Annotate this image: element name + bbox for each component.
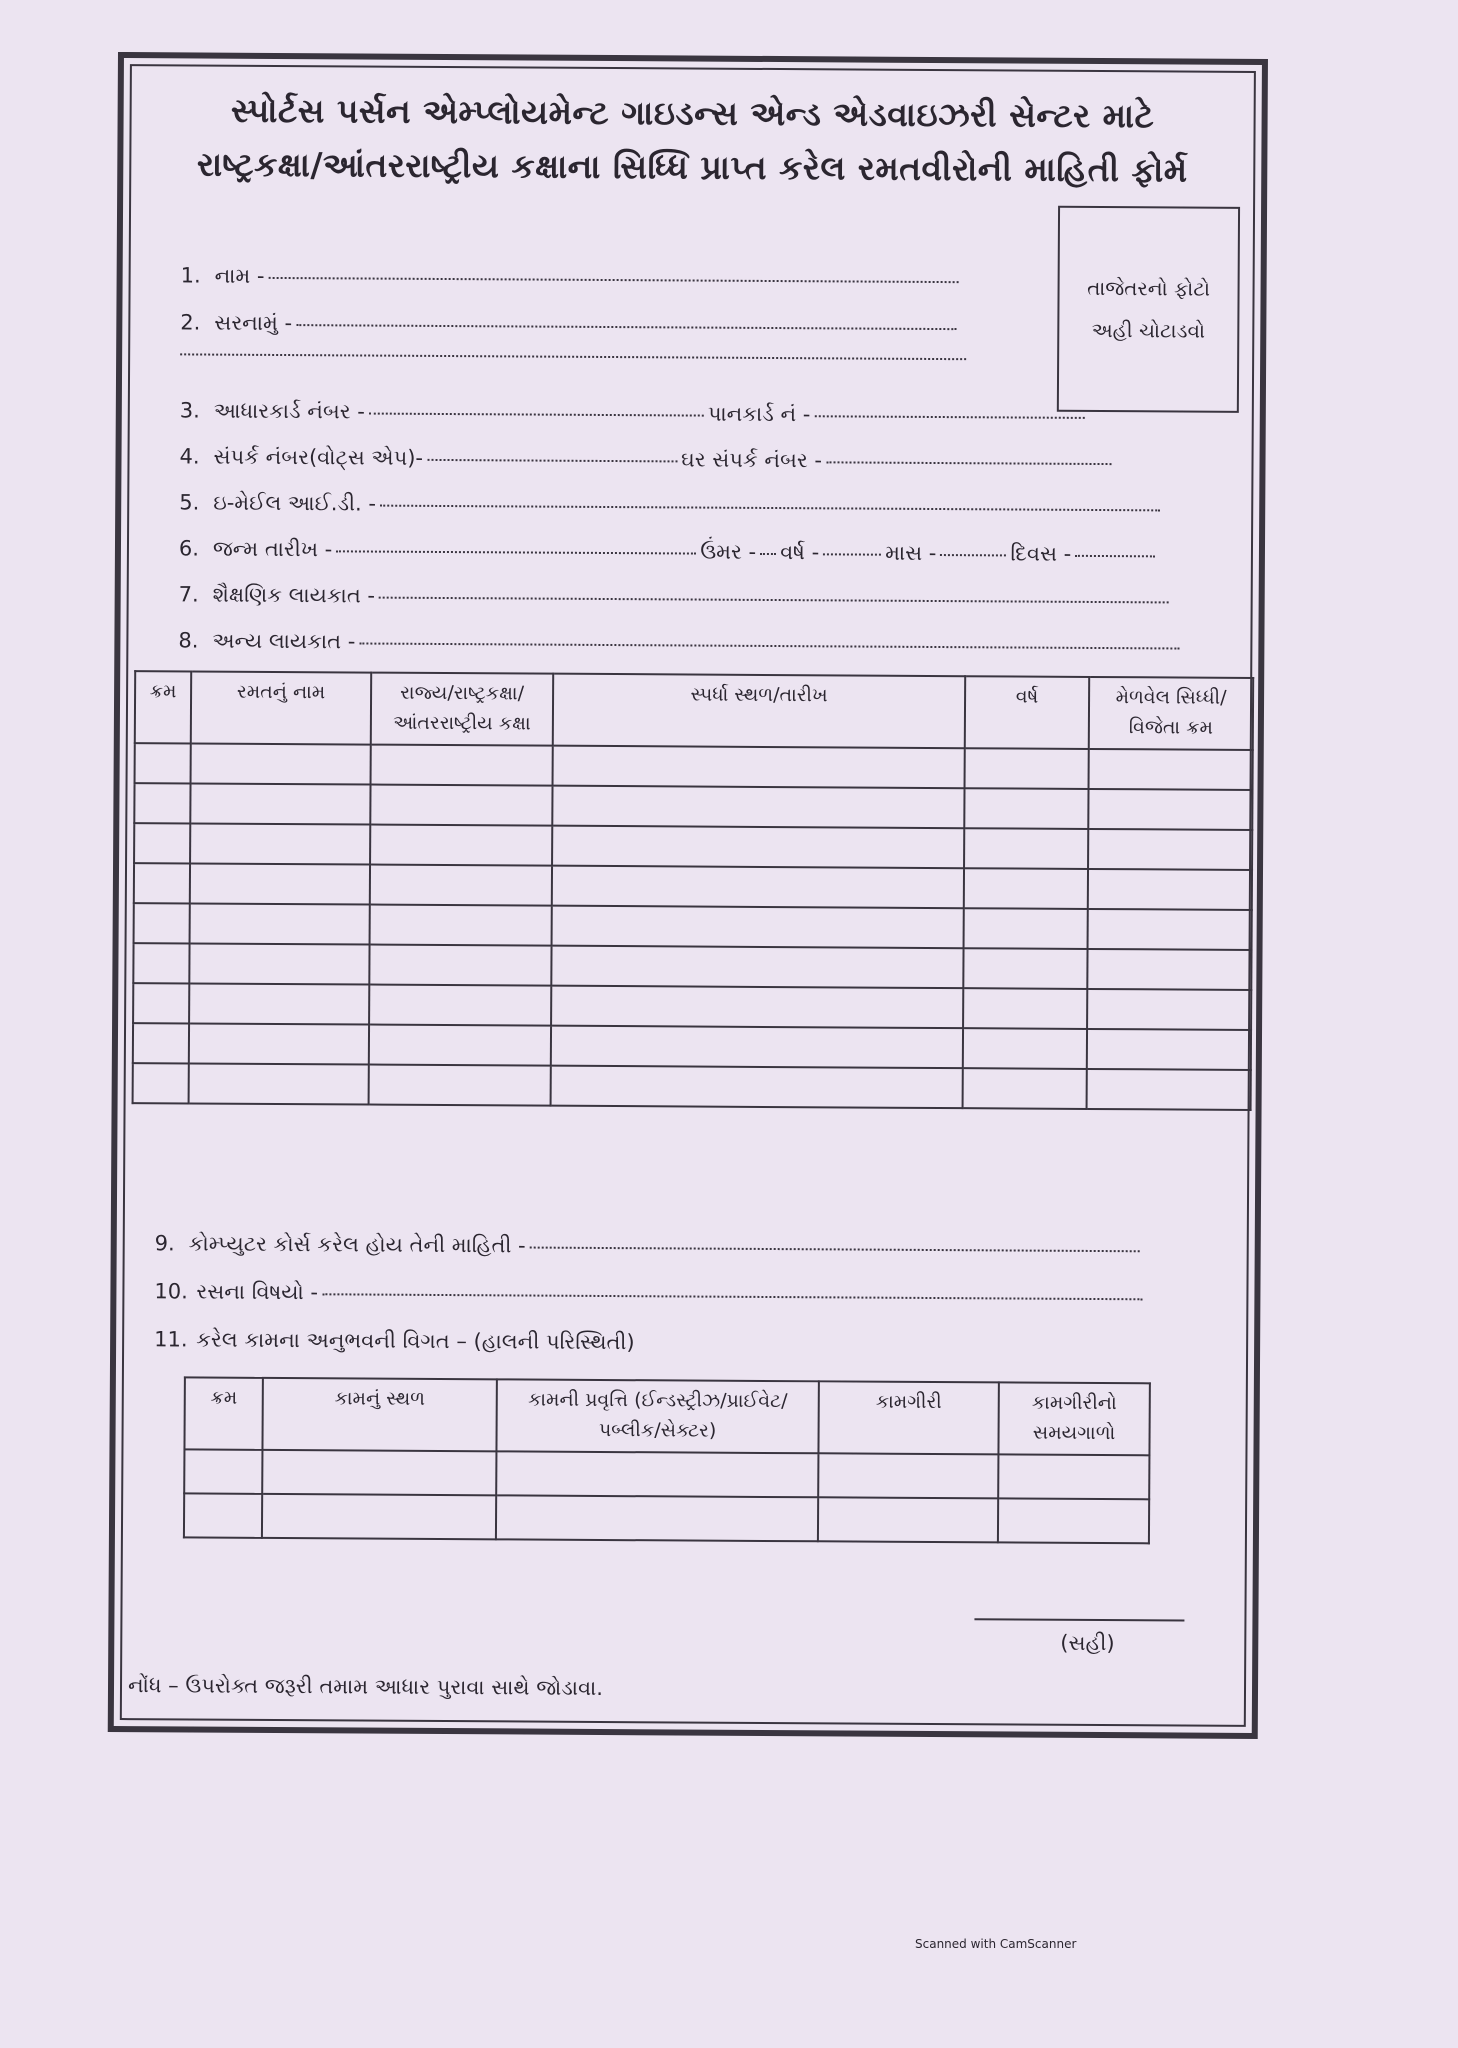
table-cell[interactable]: [1088, 909, 1252, 950]
field-interests: [154, 1279, 1146, 1310]
table-cell[interactable]: [963, 948, 1087, 989]
field-year-input[interactable]: [823, 552, 881, 555]
field-address-line2: [180, 356, 970, 364]
field-computer-course: [155, 1231, 1144, 1262]
table-cell[interactable]: [184, 1449, 262, 1493]
field-number: 4.: [179, 444, 200, 469]
table-cell[interactable]: [191, 743, 371, 784]
field-number: 11.: [154, 1327, 188, 1352]
table-cell[interactable]: [369, 985, 551, 1026]
field-computer-course-input[interactable]: [530, 1246, 1140, 1253]
table-cell[interactable]: [134, 903, 190, 943]
field-number: 8.: [178, 628, 199, 653]
table-cell[interactable]: [551, 986, 963, 1029]
col-header: સ્પર્ધા સ્થળ/તારીખ: [553, 674, 965, 749]
field-education-input[interactable]: [379, 596, 1169, 604]
field-education: [179, 582, 1174, 613]
field-email: [179, 490, 1164, 521]
col-header: મેળવેલ સિધ્ધી/ વિજેતા ક્રમ: [1089, 677, 1253, 750]
table-row: [134, 903, 1252, 950]
field-number: 1.: [180, 263, 201, 288]
field-pan-input[interactable]: [814, 414, 1084, 419]
signature-line[interactable]: [974, 1618, 1184, 1621]
field-computer-course-label: કોમ્પ્યુટર કોર્સ કરેલ હોય તેની માહિતી -: [188, 1231, 526, 1258]
field-month-input[interactable]: [940, 553, 1006, 556]
field-address-input-2[interactable]: [180, 352, 966, 360]
field-whatsapp-label: સંપર્ક નંબર(વોટ્સ એપ)-: [213, 444, 424, 470]
table-cell[interactable]: [963, 1068, 1087, 1109]
table-cell[interactable]: [1087, 949, 1251, 990]
table-cell[interactable]: [1087, 989, 1251, 1030]
table-cell[interactable]: [963, 1028, 1087, 1069]
table-cell[interactable]: [964, 868, 1088, 909]
table-cell[interactable]: [262, 1494, 496, 1539]
col-header: કામગીરીનો સમયગાળો: [998, 1382, 1149, 1455]
field-age-label: ઉંમર -: [700, 539, 757, 564]
field-name: [181, 263, 963, 293]
table-cell[interactable]: [184, 1493, 262, 1537]
form-frame: [108, 52, 1268, 1739]
table-cell[interactable]: [818, 1453, 998, 1498]
table-cell[interactable]: [1087, 1029, 1251, 1070]
field-dob-label: જન્મ તારીખ -: [212, 536, 333, 562]
photo-box-line2: અહી ચોટાડવો: [1091, 317, 1206, 343]
table-cell[interactable]: [552, 786, 964, 829]
field-number: 7.: [178, 582, 199, 607]
table-cell[interactable]: [964, 788, 1088, 829]
form-title-line1: સ્પોર્ટસ પર્સન એમ્પ્લોયમેન્ટ ગાઇડન્સ એન્ડ એડવાઇઝરી સેન્ટર માટે: [230, 90, 1155, 136]
footer-note: નોંધ – ઉપરોક્ત જરૂરી તમામ આધાર પુરાવા સાથે જોડાવા.: [127, 1673, 604, 1700]
field-number: 9.: [154, 1231, 175, 1256]
field-aadhaar-input[interactable]: [369, 412, 704, 417]
table-cell[interactable]: [262, 1450, 496, 1495]
form-title-line2: રાષ્ટ્રકક્ષા/આંતરરાષ્ટ્રીય કક્ષાના સિધ્ધિ પ્રાપ્ત કરેલ રમતવીરોની માહિતી ફોર્મ: [196, 144, 1188, 190]
signature-label: (સહી): [1060, 1630, 1115, 1656]
photo-box-line1: તાજેતરનો ફોટો: [1087, 275, 1211, 301]
field-number: 2.: [180, 310, 201, 335]
field-aadhaar: [180, 398, 1089, 429]
field-age-input[interactable]: [760, 552, 776, 555]
col-header: રમતનું નામ: [191, 671, 371, 744]
table-cell[interactable]: [190, 823, 370, 864]
table-row: [184, 1449, 1149, 1499]
col-header: કામની પ્રવૃત્તિ (ઈન્ડસ્ટ્રીઝ/પ્રાઈવેટ/પબ્લીક/સેક્ટર): [496, 1379, 818, 1453]
table-cell[interactable]: [369, 1065, 551, 1106]
table-cell[interactable]: [964, 908, 1088, 949]
field-other-qualification-input[interactable]: [359, 641, 1179, 649]
table-cell[interactable]: [370, 825, 552, 866]
table-cell[interactable]: [551, 1026, 963, 1069]
table-cell[interactable]: [189, 1023, 369, 1064]
field-home-phone-label: ઘર સંપર્ક નંબર -: [680, 447, 823, 473]
table-cell[interactable]: [133, 943, 189, 983]
table-cell[interactable]: [1088, 789, 1252, 830]
field-home-phone-input[interactable]: [826, 460, 1111, 465]
field-work-experience: [154, 1327, 635, 1355]
photo-box: [1057, 206, 1240, 413]
field-interests-input[interactable]: [322, 1292, 1142, 1300]
table-cell[interactable]: [552, 906, 964, 949]
col-header: કામગીરી: [818, 1381, 998, 1454]
table-cell[interactable]: [1089, 749, 1253, 790]
col-header: રાજ્ય/રાષ્ટ્રકક્ષા/ આંતરરાષ્ટ્રીય કક્ષા: [371, 673, 553, 746]
field-dob-input[interactable]: [336, 549, 696, 554]
field-contact: [179, 444, 1115, 475]
table-row: [184, 1493, 1149, 1543]
table-row: [134, 863, 1252, 910]
table-cell[interactable]: [370, 865, 552, 906]
field-pan-label: પાનકાર્ડ નં -: [707, 401, 811, 427]
table-cell[interactable]: [369, 945, 551, 986]
field-year-label: વર્ષ -: [780, 540, 820, 565]
table-cell[interactable]: [134, 823, 190, 863]
table-cell[interactable]: [818, 1497, 998, 1542]
col-header: વર્ષ: [965, 676, 1089, 749]
field-month-label: માસ -: [885, 540, 937, 566]
field-number: 10.: [154, 1279, 188, 1304]
table-cell[interactable]: [1087, 1069, 1251, 1110]
col-header: ક્રમ: [184, 1377, 262, 1449]
col-header: ક્રમ: [135, 671, 191, 743]
table-cell[interactable]: [189, 983, 369, 1024]
field-aadhaar-label: આધારકાર્ડ નંબર -: [213, 398, 365, 424]
table-cell[interactable]: [1088, 829, 1252, 870]
field-other-qualification: [178, 628, 1183, 659]
field-name-label: નામ -: [214, 263, 265, 288]
table-cell[interactable]: [133, 1063, 189, 1103]
table-row: [133, 1063, 1251, 1110]
table-row: [133, 1023, 1251, 1070]
field-email-label: ઇ-મેઈલ આઈ.ડી. -: [213, 490, 377, 516]
table-cell[interactable]: [552, 826, 964, 869]
field-interests-label: રસના વિષયો -: [196, 1279, 319, 1305]
col-header: કામનું સ્થળ: [262, 1378, 496, 1451]
table-cell[interactable]: [553, 746, 965, 789]
table-row: [135, 743, 1253, 790]
field-address-input[interactable]: [296, 323, 956, 330]
work-experience-table: [183, 1376, 1151, 1544]
table-cell[interactable]: [135, 743, 191, 783]
field-name-input[interactable]: [268, 276, 958, 283]
table-cell[interactable]: [998, 1454, 1149, 1499]
scanner-watermark: Scanned with CamScanner: [915, 1937, 1077, 1951]
field-number: 5.: [179, 490, 200, 515]
sports-achievement-table: [132, 670, 1255, 1111]
table-cell[interactable]: [998, 1498, 1149, 1543]
table-cell[interactable]: [133, 983, 189, 1023]
table-cell[interactable]: [190, 783, 370, 824]
field-education-label: શૈક્ષણિક લાયકાત -: [212, 582, 376, 608]
table-cell[interactable]: [965, 748, 1089, 789]
table-cell[interactable]: [371, 745, 553, 786]
field-day-label: દિવસ -: [1010, 541, 1072, 566]
field-other-qualification-label: અન્ય લાયકાત -: [212, 628, 356, 654]
table-cell[interactable]: [189, 943, 369, 984]
field-email-input[interactable]: [380, 504, 1160, 512]
table-cell[interactable]: [190, 903, 370, 944]
table-cell[interactable]: [551, 946, 963, 989]
table-cell[interactable]: [189, 1063, 369, 1104]
table-cell[interactable]: [190, 863, 370, 904]
table-cell[interactable]: [134, 783, 190, 823]
table-row: [134, 783, 1252, 830]
table-cell[interactable]: [964, 828, 1088, 869]
table-cell[interactable]: [369, 1025, 551, 1066]
field-number: 6.: [178, 536, 200, 561]
table-cell[interactable]: [551, 1066, 963, 1109]
field-number: 3.: [179, 398, 200, 423]
table-row: [133, 943, 1251, 990]
field-address: [180, 310, 960, 340]
table-cell[interactable]: [370, 905, 552, 946]
field-work-experience-label: કરેલ કામના અનુભવની વિગત – (હાલની પરિસ્થિતી): [196, 1327, 635, 1355]
field-address-label: સરનામું -: [214, 310, 293, 336]
table-row: [134, 823, 1252, 870]
table-cell[interactable]: [1088, 869, 1252, 910]
table-cell[interactable]: [496, 1495, 818, 1541]
field-day-input[interactable]: [1075, 554, 1155, 557]
table-cell[interactable]: [133, 1023, 189, 1063]
table-row: [133, 983, 1251, 1030]
field-whatsapp-input[interactable]: [427, 458, 677, 463]
table-cell[interactable]: [134, 863, 190, 903]
table-cell[interactable]: [496, 1451, 818, 1497]
table-cell[interactable]: [963, 988, 1087, 1029]
field-dob: [179, 536, 1159, 567]
table-cell[interactable]: [552, 866, 964, 909]
table-cell[interactable]: [370, 785, 552, 826]
